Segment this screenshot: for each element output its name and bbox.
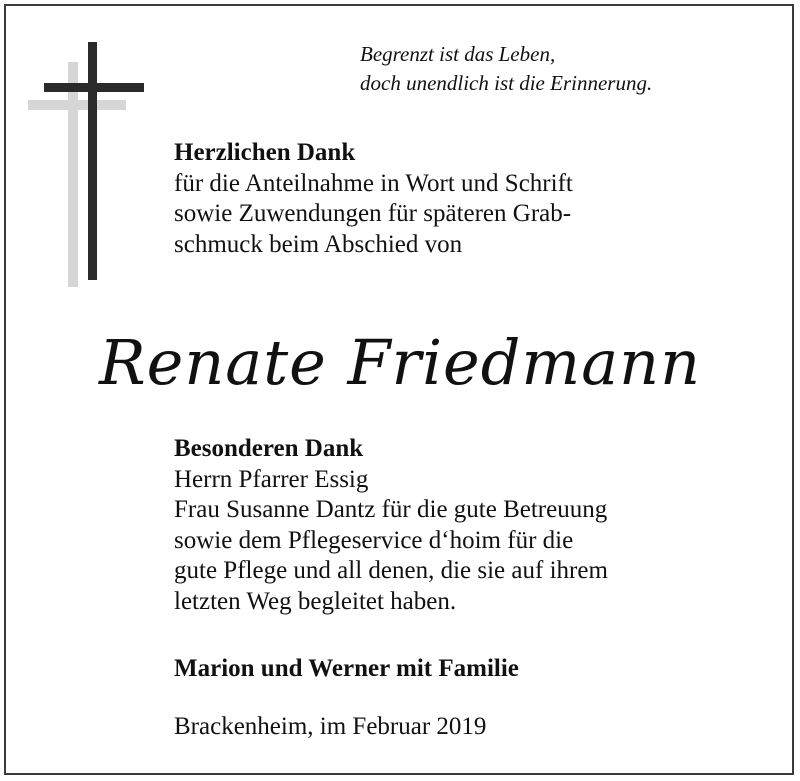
cross-shadow-vertical xyxy=(68,62,78,287)
motto-line: doch unendlich ist die Erinnerung. xyxy=(360,71,653,95)
special-thanks-line: letzten Weg begleitet haben. xyxy=(174,587,457,615)
special-thanks-line: Frau Susanne Dantz für die gute Betreuung xyxy=(174,496,608,523)
special-thanks-section xyxy=(174,434,608,617)
cross-icon xyxy=(28,42,148,287)
cross-vertical-beam xyxy=(88,42,97,280)
motto-line: Begrenzt ist das Leben, xyxy=(360,42,556,66)
signature: Marion und Werner mit Familie xyxy=(174,655,519,682)
deceased-name: Renate Friedmann xyxy=(98,326,702,399)
motto-quote xyxy=(360,40,652,98)
thanks-line: für die Anteilnahme in Wort und Schrift xyxy=(174,169,573,197)
special-thanks-line: sowie dem Pflegeservice d‘hoim für die xyxy=(174,526,574,554)
cross-horizontal-beam xyxy=(44,83,144,92)
special-thanks-line: Herrn Pfarrer Essig xyxy=(174,465,369,493)
special-thanks-line: gute Pflege und all denen, die sie auf ihrem xyxy=(174,557,608,584)
thanks-line: sowie Zuwendungen für späteren Grab- xyxy=(174,200,572,227)
thanks-heading: Herzlichen Dank xyxy=(174,139,356,166)
thanks-line: schmuck beim Abschied von xyxy=(174,230,463,258)
cross-shadow-horizontal xyxy=(28,100,126,110)
place-date: Brackenheim, im Februar 2019 xyxy=(174,713,487,740)
special-thanks-heading: Besonderen Dank xyxy=(174,435,364,462)
thanks-section xyxy=(174,138,573,260)
